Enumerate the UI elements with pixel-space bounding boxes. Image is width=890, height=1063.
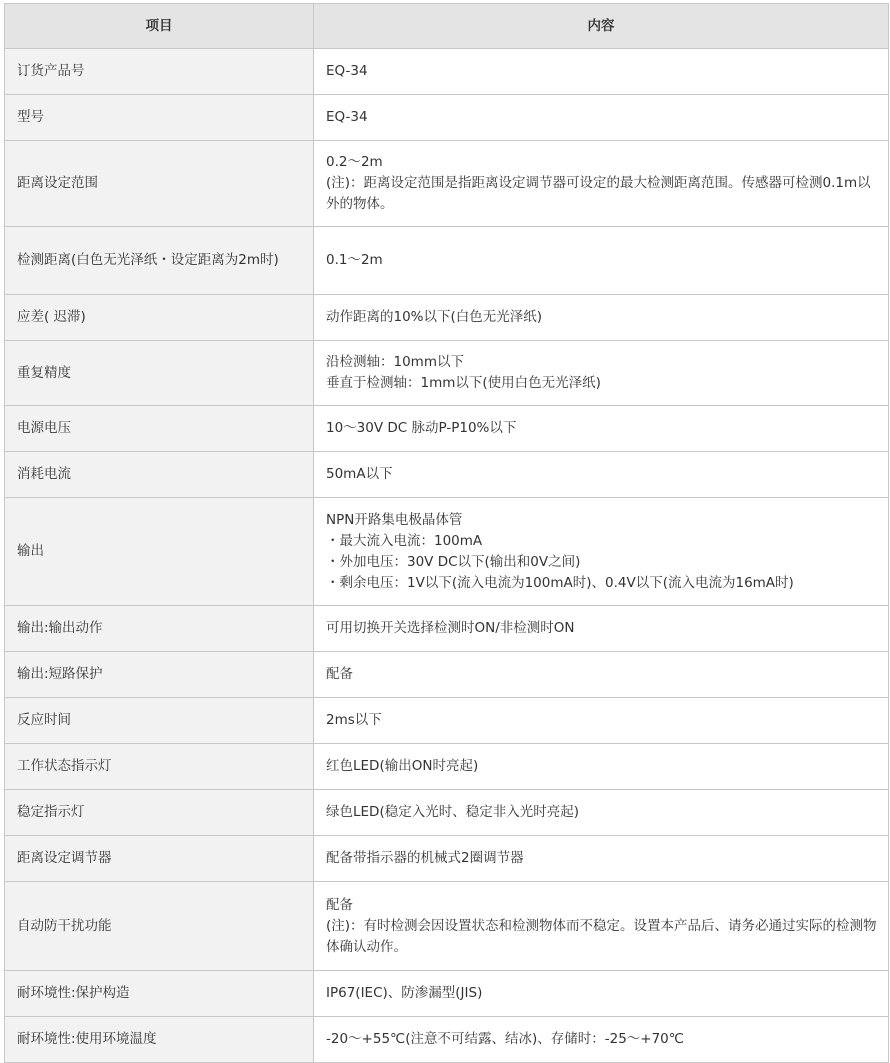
row-key: 耐环境性:使用环境温度: [5, 1017, 314, 1063]
row-key: 检测距离(白色无光泽纸・设定距离为2m时): [5, 227, 314, 295]
table-header-row: [5, 4, 889, 49]
row-key: 工作状态指示灯: [5, 744, 314, 790]
row-value: 50mA以下: [314, 452, 889, 498]
header-content: 内容: [314, 4, 889, 49]
row-value: 0.2～2m (注)：距离设定范围是指距离设定调节器可设定的最大检测距离范围。传感器可检测0.1m以外的物体。: [314, 141, 889, 227]
table-row: [5, 698, 889, 744]
table-row: [5, 1017, 889, 1063]
row-value: -20～+55℃(注意不可结露、结冰)、存储时：-25～+70℃: [314, 1017, 889, 1063]
table-row: [5, 141, 889, 227]
row-key: 订货产品号: [5, 49, 314, 95]
table-row: [5, 452, 889, 498]
table-row: [5, 406, 889, 452]
row-value: 10～30V DC 脉动P-P10%以下: [314, 406, 889, 452]
row-key: 重复精度: [5, 341, 314, 406]
table-row: [5, 341, 889, 406]
row-key: 消耗电流: [5, 452, 314, 498]
row-key: 输出: [5, 498, 314, 606]
row-value: 0.1～2m: [314, 227, 889, 295]
row-value: 红色LED(输出ON时亮起): [314, 744, 889, 790]
row-key: 型号: [5, 95, 314, 141]
row-value: 配备: [314, 652, 889, 698]
table-row: [5, 744, 889, 790]
table-row: [5, 49, 889, 95]
table-row: [5, 95, 889, 141]
row-key: 电源电压: [5, 406, 314, 452]
row-key: 输出:短路保护: [5, 652, 314, 698]
row-value: EQ-34: [314, 95, 889, 141]
row-value: EQ-34: [314, 49, 889, 95]
row-value: 动作距离的10%以下(白色无光泽纸): [314, 295, 889, 341]
row-value: 绿色LED(稳定入光时、稳定非入光时亮起): [314, 790, 889, 836]
table-row: [5, 295, 889, 341]
row-key: 耐环境性:保护构造: [5, 971, 314, 1017]
row-value: 配备带指示器的机械式2圈调节器: [314, 836, 889, 882]
row-key: 距离设定范围: [5, 141, 314, 227]
row-value: 配备 (注)：有时检测会因设置状态和检测物体而不稳定。设置本产品后、请务必通过实际的检测物体确认动作。: [314, 882, 889, 971]
spec-table: [4, 3, 889, 1063]
row-key: 自动防干扰功能: [5, 882, 314, 971]
row-value: 2ms以下: [314, 698, 889, 744]
table-row: [5, 652, 889, 698]
header-item: 项目: [5, 4, 314, 49]
table-row: [5, 882, 889, 971]
row-value: NPN开路集电极晶体管 ・最大流入电流：100mA ・外加电压：30V DC以下(输出和0V之间) ・剩余电压：1V以下(流入电流为100mA时)、0.4V以下(流入电流为16mA时): [314, 498, 889, 606]
row-value: 沿检测轴：10mm以下 垂直于检测轴：1mm以下(使用白色无光泽纸): [314, 341, 889, 406]
row-key: 反应时间: [5, 698, 314, 744]
row-key: 稳定指示灯: [5, 790, 314, 836]
row-key: 应差( 迟滞): [5, 295, 314, 341]
table-row: [5, 790, 889, 836]
table-row: [5, 498, 889, 606]
row-key: 输出:输出动作: [5, 606, 314, 652]
table-row: [5, 971, 889, 1017]
row-value: IP67(IEC)、防渗漏型(JIS): [314, 971, 889, 1017]
table-row: [5, 836, 889, 882]
row-value: 可用切换开关选择检测时ON/非检测时ON: [314, 606, 889, 652]
row-key: 距离设定调节器: [5, 836, 314, 882]
table-row: [5, 227, 889, 295]
table-row: [5, 606, 889, 652]
